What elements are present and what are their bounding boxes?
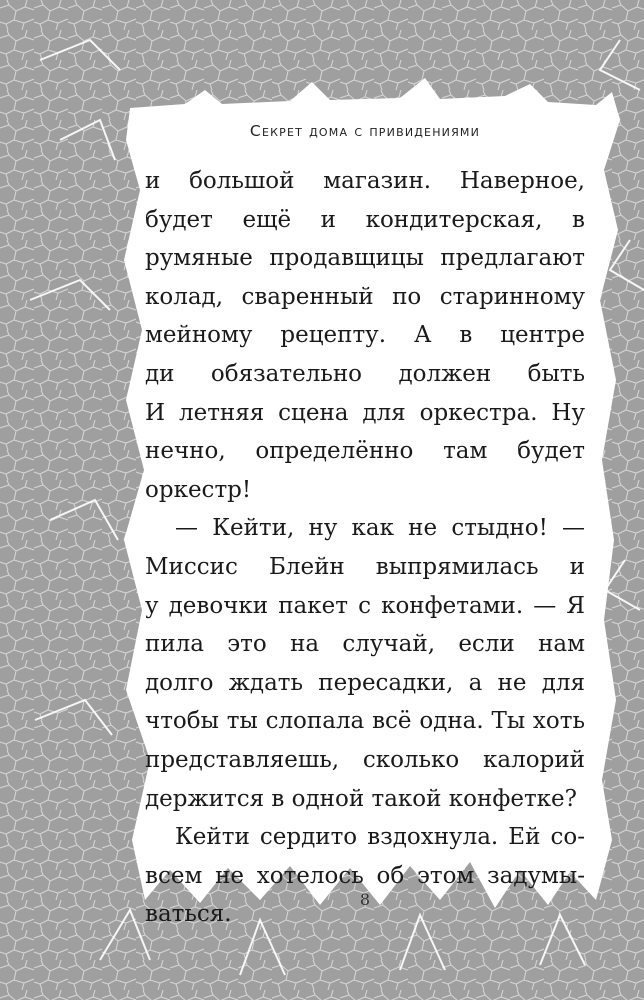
text-line: и большой магазин. Наверное,	[145, 168, 585, 194]
text-line: Кейти сердито вздохнула. Ей со-	[175, 824, 585, 851]
text-line: И летняя сцена для оркестра. Ну	[145, 399, 585, 426]
text-line: — Кейти, ну как не стыдно! —	[175, 515, 585, 542]
body-text	[145, 162, 585, 934]
running-title: Секрет дома с привидениями	[249, 122, 481, 140]
text-line: ди обязательно должен быть	[145, 360, 585, 387]
text-line: всем не хотелось об этом задумы-	[145, 862, 585, 889]
text-line: у девочки пакет с конфетами. — Я	[145, 592, 585, 619]
text-line: нечно, определённо там будет	[145, 438, 585, 465]
text-line: мейному рецепту. А в центре	[145, 322, 585, 349]
text-line: чтобы ты слопала всё одна. Ты хоть	[145, 708, 585, 735]
text-line: оркестр!	[145, 476, 252, 503]
text-line: представляешь, сколько калорий	[145, 746, 585, 773]
text-line: долго ждать пересадки, а не для	[145, 669, 585, 696]
page-number: 8	[359, 890, 371, 909]
text-line: Миссис Блейн выпрямилась и	[145, 553, 585, 580]
book-page	[145, 110, 585, 930]
text-line: румяные продавщицы предлагают	[145, 245, 585, 272]
text-line: держится в одной такой конфетке?	[145, 785, 578, 812]
text-line: будет ещё и кондитерская, в	[145, 206, 585, 233]
text-line: колад, сваренный по старинному	[145, 283, 585, 310]
text-line: пила это на случай, если нам	[145, 631, 585, 658]
text-line: ваться.	[145, 901, 232, 928]
